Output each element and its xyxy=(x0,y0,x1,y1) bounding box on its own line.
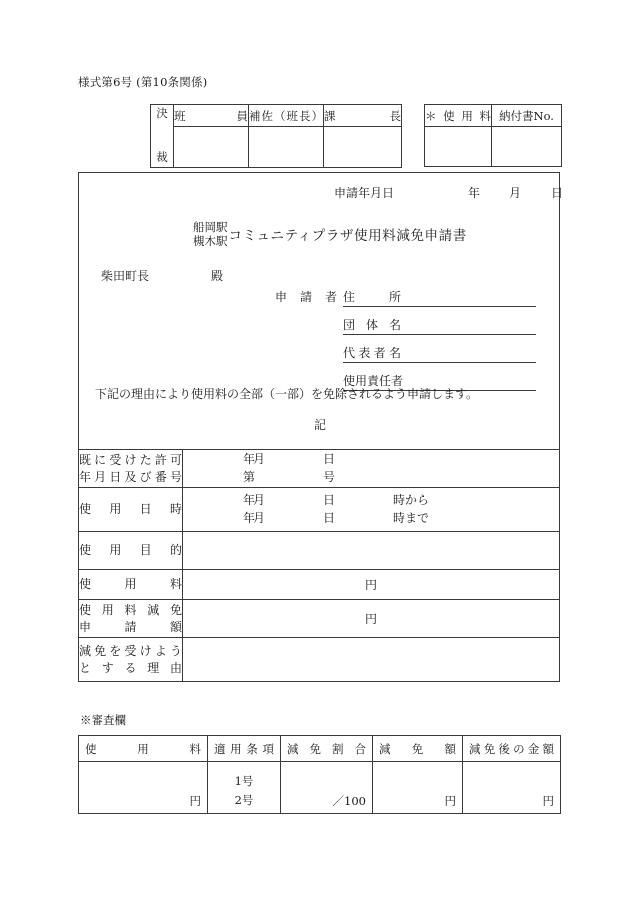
detail-row-purpose xyxy=(79,532,560,570)
applicant-field-representative-label: 代表者名 xyxy=(343,346,401,360)
fee-table xyxy=(424,104,562,167)
title-station-2: 槻木駅 xyxy=(193,234,228,249)
kessai-char-2: 裁 xyxy=(156,149,168,164)
review-article-1: 1号 xyxy=(234,774,254,789)
application-date-month: 月 xyxy=(509,186,522,200)
review-col-reduction-amount: 減免額 xyxy=(373,736,463,762)
review-entry-row xyxy=(79,762,561,814)
ki-mark: 記 xyxy=(313,418,326,432)
approval-stamp-hanin[interactable] xyxy=(174,127,249,168)
detail-value-purpose[interactable] xyxy=(183,532,560,570)
applicant-fields xyxy=(343,286,536,391)
usage-datetime-from: 年月 日 時から xyxy=(243,493,430,508)
detail-label-usage-datetime: 使用日時 xyxy=(79,488,183,532)
permit-number-line: 第 号 xyxy=(243,469,336,484)
review-col-reduction-rate: 減免割合 xyxy=(281,736,373,762)
application-date-day: 日 xyxy=(551,186,564,200)
review-value-reduction-rate[interactable] xyxy=(281,762,373,814)
addressee-honorific: 殿 xyxy=(211,269,224,283)
applicant-field-representative[interactable] xyxy=(343,342,536,363)
title-station-names xyxy=(193,220,228,248)
applicant-block xyxy=(275,286,536,391)
review-rate-denominator: ／100 xyxy=(332,794,366,808)
approval-col-hosa: 補佐（班長） xyxy=(249,105,324,127)
approval-col-kacho: 課 長 xyxy=(324,105,402,127)
applicant-field-address[interactable] xyxy=(343,286,536,307)
permit-date-line: 年月 日 xyxy=(243,452,336,467)
fee-value-usage-fee[interactable] xyxy=(425,127,492,167)
fee-value-payment-slip-no[interactable] xyxy=(492,127,562,167)
document-title xyxy=(193,220,467,248)
detail-label-permit: 既に受けた許可 年月日及び番号 xyxy=(79,450,183,488)
detail-table xyxy=(78,449,560,682)
application-date-row xyxy=(334,184,563,201)
detail-label-reason: 減免を受けよう とする理由 xyxy=(79,638,183,682)
detail-value-permit[interactable] xyxy=(183,450,560,488)
detail-label-reduction-amount: 使用料減免 申請額 xyxy=(79,600,183,638)
usage-datetime-to: 年月 日 時まで xyxy=(243,510,430,525)
applicant-field-organization-label: 団体名 xyxy=(343,318,401,332)
detail-value-reason[interactable] xyxy=(183,638,560,682)
applicant-field-responsible-person-label: 使用責任者 xyxy=(343,374,404,388)
application-date-year: 年 xyxy=(468,186,481,200)
title-main-text: コミュニティプラザ使用料減免申請書 xyxy=(228,228,467,245)
approval-stamp-hosa[interactable] xyxy=(249,127,324,168)
detail-value-reduction-amount[interactable] xyxy=(183,600,560,638)
detail-row-usage-fee xyxy=(79,570,560,600)
review-value-amount-after[interactable] xyxy=(463,762,561,814)
detail-row-usage-datetime xyxy=(79,488,560,532)
form-number: 様式第6号 (第10条関係) xyxy=(78,75,208,89)
fee-entry-row xyxy=(425,127,562,167)
fee-col-usage-fee: ＊使用料 xyxy=(425,105,492,127)
detail-label-usage-fee: 使用料 xyxy=(79,570,183,600)
usage-fee-yen-unit: 円 xyxy=(364,578,377,592)
approval-stamp-kacho[interactable] xyxy=(324,127,402,168)
review-usage-fee-yen-unit: 円 xyxy=(189,794,201,808)
detail-value-usage-fee[interactable] xyxy=(183,570,560,600)
addressee-line xyxy=(101,267,223,284)
detail-value-usage-datetime[interactable] xyxy=(183,488,560,532)
review-rate-blank-line xyxy=(287,776,366,793)
review-col-applicable-article: 適用条項 xyxy=(208,736,281,762)
detail-row-reason xyxy=(79,638,560,682)
review-article-2: 2号 xyxy=(234,792,254,807)
review-table xyxy=(78,735,561,814)
detail-label-purpose: 使用目的 xyxy=(79,532,183,570)
addressee-name: 柴田町長 xyxy=(101,269,150,283)
applicant-field-address-label: 住所 xyxy=(343,290,401,304)
review-header-row xyxy=(79,736,561,762)
review-after-yen-unit: 円 xyxy=(542,794,554,808)
fee-header-row xyxy=(425,105,562,127)
detail-row-reduction-amount xyxy=(79,600,560,638)
approval-table xyxy=(150,104,402,168)
reduction-amount-yen-unit: 円 xyxy=(364,612,377,626)
review-value-usage-fee[interactable] xyxy=(79,762,208,814)
form-body-box xyxy=(78,172,564,449)
review-col-usage-fee: 使用料 xyxy=(79,736,208,762)
request-sentence: 下記の理由により使用料の全部（一部）を免除されるよう申請します。 xyxy=(95,387,479,401)
review-section-label: ※審査欄 xyxy=(80,713,126,727)
review-reduction-yen-unit: 円 xyxy=(444,794,456,808)
detail-row-permit xyxy=(79,450,560,488)
approval-col-hanin: 班 員 xyxy=(174,105,249,127)
applicant-label: 申請者 xyxy=(275,290,337,304)
title-station-1: 船岡駅 xyxy=(193,220,228,234)
review-value-applicable-article[interactable] xyxy=(208,762,281,814)
review-value-reduction-amount[interactable] xyxy=(373,762,463,814)
approval-header-row xyxy=(151,105,402,127)
kessai-cell xyxy=(151,105,174,168)
application-date-label: 申請年月日 xyxy=(334,186,395,200)
approval-stamp-row xyxy=(151,127,402,168)
applicant-field-organization[interactable] xyxy=(343,314,536,335)
kessai-char-1: 決 xyxy=(156,106,168,120)
fee-col-payment-slip-no: 納付書No. xyxy=(492,105,562,127)
review-col-amount-after: 減免後の金額 xyxy=(463,736,561,762)
